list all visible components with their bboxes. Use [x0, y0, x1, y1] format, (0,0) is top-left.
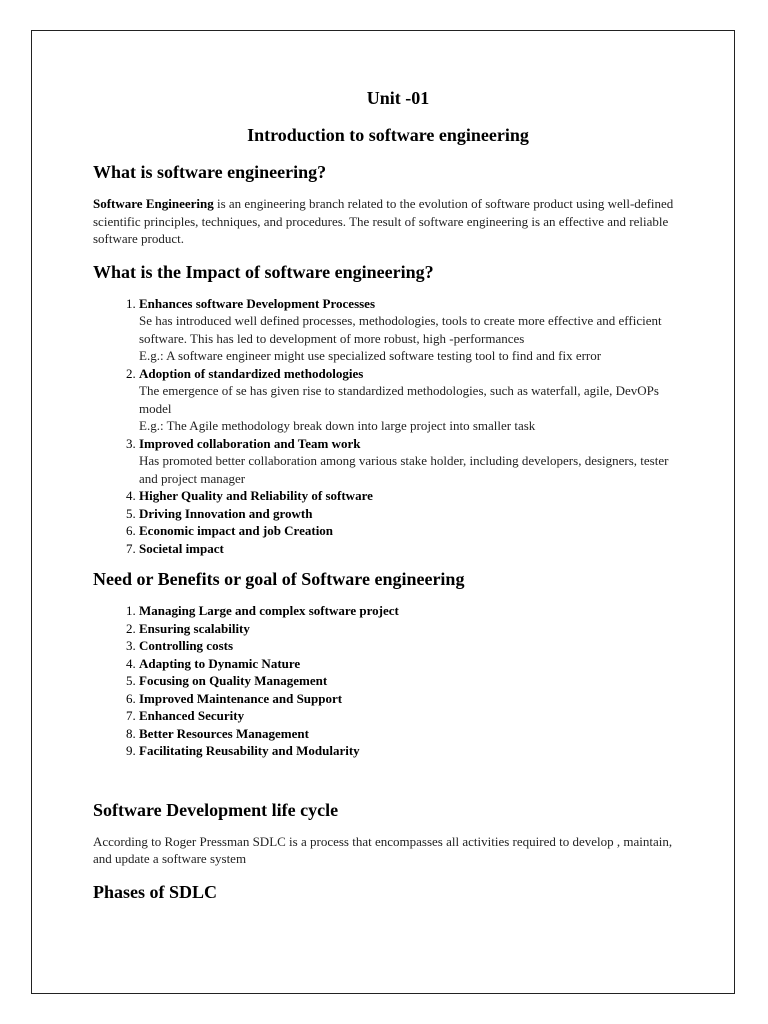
list-item [139, 707, 683, 725]
list-item-title: Higher Quality and Reliability of software [139, 488, 373, 503]
unit-title: Unit -01 [366, 88, 430, 108]
list-item-description: Se has introduced well defined processes, methodologies, tools to create more effective and efficient software. This has led to development of more robust, high -performances [139, 313, 662, 346]
list-item [139, 295, 683, 365]
list-item-title: Managing Large and complex software project [139, 603, 399, 618]
impact-list [93, 295, 683, 558]
list-item-title: Enhances software Development Processes [139, 295, 376, 311]
list-item [139, 655, 683, 673]
list-item-title: Improved Maintenance and Support [139, 690, 343, 706]
list-item [139, 602, 683, 620]
list-item-title: Adapting to Dynamic Nature [139, 655, 301, 671]
list-item-example: E.g.: A software engineer might use specialized software testing tool to find and fix error [139, 348, 602, 363]
section-heading-what-is-se: What is software engineering? [93, 162, 327, 182]
document-content [93, 88, 683, 915]
list-item [139, 742, 683, 760]
list-item [139, 637, 683, 655]
list-item [139, 620, 683, 638]
list-item-title: Focusing on Quality Management [139, 673, 328, 688]
definition-text: is an engineering branch related to the evolution of software product using well-defined scientific principles, techniques, and procedures. The result of software engineering is an effective and reliable software product. [93, 196, 674, 246]
list-item-description: The emergence of se has given rise to standardized methodologies, such as waterfall, agile, DevOPs model [139, 383, 659, 416]
list-item [139, 365, 683, 435]
list-item [139, 435, 683, 488]
benefits-list [93, 602, 683, 760]
list-item [139, 487, 683, 505]
list-item [139, 725, 683, 743]
list-item-title: Economic impact and job Creation [139, 523, 334, 538]
list-item-title: Driving Innovation and growth [139, 505, 313, 521]
list-item-title: Facilitating Reusability and Modularity [139, 743, 360, 758]
list-item-example: E.g.: The Agile methodology break down into large project into smaller task [139, 418, 536, 433]
definition-term: Software Engineering [93, 196, 214, 211]
list-item-title: Better Resources Management [139, 725, 309, 741]
list-item [139, 505, 683, 523]
section-heading-impact: What is the Impact of software engineering? [93, 261, 434, 282]
list-item-title: Improved collaboration and Team work [139, 435, 361, 451]
list-item [139, 522, 683, 540]
section-heading-sdlc: Software Development life cycle [93, 799, 339, 820]
list-item-title: Adoption of standardized methodologies [139, 365, 364, 381]
list-item [139, 690, 683, 708]
list-item-description: Has promoted better collaboration among various stake holder, including developers, designers, tester and project manager [139, 453, 669, 486]
list-item-title: Ensuring scalability [139, 620, 250, 636]
sdlc-paragraph: According to Roger Pressman SDLC is a process that encompasses all activities required to develop , maintain, and update a software system [93, 833, 673, 866]
section-heading-need: Need or Benefits or goal of Software engineering [93, 569, 465, 589]
section-heading-phases: Phases of SDLC [93, 881, 218, 902]
list-item [139, 672, 683, 690]
list-item-title: Controlling costs [139, 638, 234, 653]
definition-paragraph [93, 195, 683, 248]
list-item [139, 540, 683, 558]
list-item-title: Societal impact [139, 540, 224, 556]
list-item-title: Enhanced Security [139, 708, 245, 723]
document-title: Introduction to software engineering [247, 125, 529, 145]
